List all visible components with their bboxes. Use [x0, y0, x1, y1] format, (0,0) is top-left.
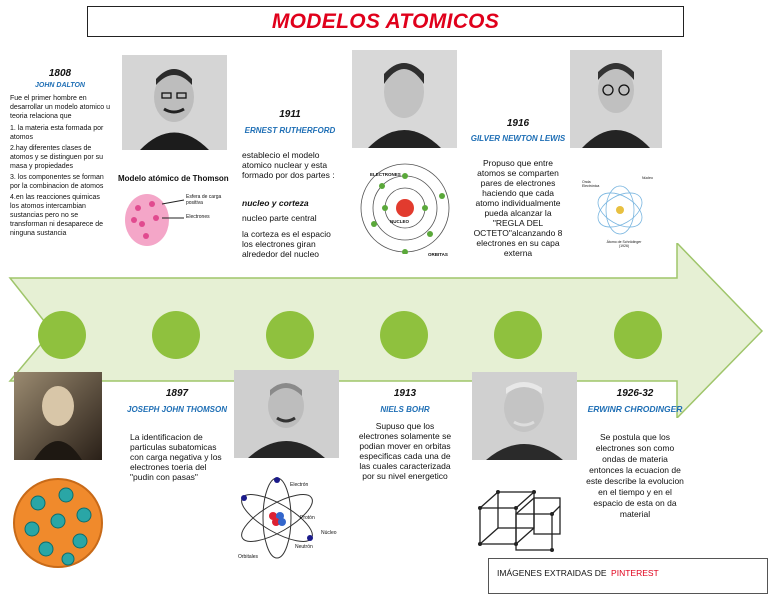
thomson-year: 1897: [165, 388, 189, 399]
dalton-atom-model: [10, 475, 106, 571]
lewis-cube-diagram: [474, 478, 570, 562]
rutherford-year: 1911: [279, 109, 301, 120]
title-box: [87, 6, 684, 37]
thomson-label-electrons: Electrones: [186, 214, 210, 220]
timeline-node-1916: [494, 311, 542, 359]
schrodinger-name: ERWINR CHRODINGER: [587, 404, 683, 414]
rutherford-portrait: [234, 370, 339, 458]
schrodinger-portrait: [570, 50, 662, 148]
schrodinger-label-wave: Onda Electrónica: [582, 180, 600, 188]
rutherford-desc-3: nucleo parte central: [242, 213, 317, 223]
rutherford-atom-diagram: [232, 472, 342, 564]
rutherford-label-nucleus: Núcleo: [321, 530, 337, 536]
bohr-block: [355, 388, 455, 414]
dalton-point-1: 1. la materia esta formada por atomos: [10, 125, 104, 141]
thomson-name: JOSEPH JOHN THOMSON: [127, 405, 228, 414]
timeline-node-1808: [38, 311, 86, 359]
thomson-label-sphere: Esfera de carga positiva: [186, 194, 222, 206]
timeline-node-1911: [266, 311, 314, 359]
schrodinger-desc: Se postula que los electrones son como ondas de materia entonces la ecuacion de este describe la evolucion en el tiempo y en el espacio de esta on da material: [586, 432, 684, 519]
schrodinger-block: [585, 388, 685, 414]
schrodinger-year: 1926-32: [616, 388, 654, 399]
page-title: MODELOS ATOMICOS: [271, 9, 500, 33]
rutherford-desc-4: la corteza es el espacio los electrones giran alrededor del nucleo: [242, 229, 331, 259]
credits-box: [488, 558, 768, 594]
thomson-portrait: [122, 55, 227, 150]
bohr-desc: Supuso que los electrones solamente se podian mover en orbitas especificas cada una de las cuales caracterizada por su nivel energetico: [358, 421, 452, 481]
credits-prefix: IMÁGENES EXTRAIDAS DE: [497, 568, 607, 578]
dalton-point-2: 2.hay diferentes clases de atomos y se distinguen por su masa y propiedades: [10, 145, 103, 170]
dalton-block: [10, 68, 110, 238]
rutherford-desc-1: establecio el modelo atomico nuclear y esta formado por dos partes :: [242, 150, 335, 180]
bohr-name: NIELS BOHR: [380, 405, 430, 414]
dalton-intro: Fue el primer hombre en desarrollar un modelo atomico u teoria relaciona que: [10, 95, 110, 120]
dalton-point-3: 3. los componentes se forman por la combinacion de atomos: [10, 174, 104, 190]
dalton-name: JOHN DALTON: [35, 82, 85, 89]
bohr-label-electrons: ELECTRONES: [370, 172, 401, 177]
lewis-year: 1916: [506, 118, 530, 129]
rutherford-label-electron: Electrón: [290, 482, 309, 488]
rutherford-label-orbitals: Orbitales: [238, 554, 259, 560]
bohr-portrait: [352, 50, 457, 148]
schrodinger-label-atom: Átomo de Schrödinger (1926): [606, 240, 642, 248]
lewis-desc: Propuso que entre atomos se comparten pares de electrones haciendo que cada atomo individualmente pueda alcanzar la "REGLA DEL OCTETO"alcanzando 8 electrones en su capa externa: [473, 158, 563, 258]
thomson-desc: La identificacion de particulas subatomicas con carga negativa y los electrones toeria del "pudin con pasas": [130, 432, 222, 482]
bohr-label-orbits: ORBITAS: [428, 252, 448, 257]
bohr-year: 1913: [393, 388, 417, 399]
rutherford-name: ERNEST RUTHERFORD: [244, 126, 336, 135]
rutherford-block: [240, 109, 340, 135]
bohr-label-nucleus: NUCLEO: [390, 219, 409, 224]
thomson-block: [127, 388, 227, 414]
thomson-diagram-title: Modelo atómico de Thomson: [118, 174, 229, 183]
timeline-node-1897: [152, 311, 200, 359]
lewis-block: [470, 118, 566, 143]
dalton-year: 1808: [48, 68, 72, 79]
lewis-portrait: [472, 372, 577, 460]
rutherford-desc-2: nucleo y corteza: [242, 198, 309, 208]
timeline-node-1926: [614, 311, 662, 359]
timeline-node-1913: [380, 311, 428, 359]
credits-source: PINTEREST: [611, 568, 659, 578]
rutherford-label-proton: Protón: [300, 515, 315, 521]
bohr-atom-diagram: [352, 158, 458, 254]
schrodinger-label-nucleus: Núcleo: [642, 176, 653, 180]
dalton-portrait: [14, 372, 102, 460]
rutherford-label-neutron: Neutrón: [295, 544, 313, 550]
lewis-name: GILVER NEWTON LEWIS: [470, 134, 566, 143]
dalton-point-4: 4.en las reacciones quimicas los atomos intercambian sustancias pero no se transforman ni desaparece de ninguna sustancia: [10, 194, 103, 237]
